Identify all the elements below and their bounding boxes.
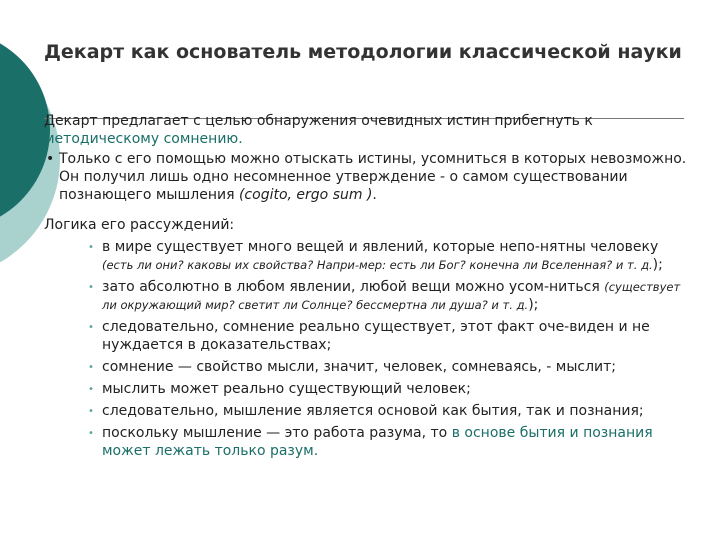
logic-list-item bbox=[44, 380, 692, 398]
logic-item-text: сомнение — свойство мысли, значит, человек, сомневаясь, - мыслит; bbox=[102, 359, 616, 375]
logic-item-highlight: в основе бытия и познания может лежать только разум. bbox=[102, 425, 653, 459]
logic-item-tail: ); bbox=[528, 297, 539, 313]
intro-highlight: методическому сомнению. bbox=[44, 131, 243, 147]
bullet-cogito-text: Только с его помощью можно отыскать истины, усомниться в которых невозможно. Он получил лишь одно несомненное утверждение - о самом существовании познающего мышления bbox=[59, 151, 687, 203]
bullet-marker: • bbox=[46, 151, 55, 167]
logic-heading: Логика его рассуждений: bbox=[44, 217, 235, 233]
logic-item-note: (есть ли они? каковы их свойства? Напри-мер: есть ли Бог? конечна ли Вселенная? и т. д. bbox=[102, 258, 653, 272]
logic-item-text: мыслить может реально существующий человек; bbox=[102, 381, 471, 397]
logic-list bbox=[44, 238, 692, 460]
spacer bbox=[44, 204, 692, 216]
logic-item-text: поскольку мышление — это работа разума, то bbox=[102, 425, 452, 441]
logic-item-text: следовательно, мышление является основой как бытия, так и познания; bbox=[102, 403, 644, 419]
logic-list-item bbox=[44, 278, 692, 314]
logic-list-item bbox=[44, 358, 692, 376]
intro-paragraph bbox=[44, 112, 692, 148]
bullet-cogito bbox=[44, 150, 692, 204]
bullet-marker: • bbox=[88, 362, 94, 373]
bullet-marker: • bbox=[88, 322, 94, 333]
logic-item-note: (существует ли окружающий мир? светит ли Солнце? бессмертна ли душа? и т. д. bbox=[102, 280, 681, 312]
logic-item-text: следовательно, сомнение реально существует, этот факт оче-виден и не нуждается в доказательствах; bbox=[102, 319, 650, 353]
bullet-marker: • bbox=[88, 384, 94, 395]
intro-text: Декарт предлагает с целью обнаружения очевидных истин прибегнуть к bbox=[44, 113, 593, 129]
bullet-cogito-latin: (cogito, ergo sum ) bbox=[238, 187, 373, 203]
logic-list-item bbox=[44, 402, 692, 420]
logic-item-text: в мире существует много вещей и явлений, которые непо-нятны человеку bbox=[102, 239, 659, 255]
logic-list-item bbox=[44, 424, 692, 460]
slide-title: Декарт как основатель методологии классической науки bbox=[44, 41, 682, 63]
logic-list-item bbox=[44, 318, 692, 354]
bullet-marker: • bbox=[88, 428, 94, 439]
logic-item-tail: ); bbox=[652, 257, 663, 273]
logic-item-text: зато абсолютно в любом явлении, любой вещи можно усом-ниться bbox=[102, 279, 605, 295]
bullet-marker: • bbox=[88, 406, 94, 417]
slide-content bbox=[44, 112, 692, 460]
bullet-marker: • bbox=[88, 282, 94, 293]
bullet-cogito-end: . bbox=[372, 187, 377, 203]
bullet-marker: • bbox=[88, 242, 94, 253]
logic-list-item bbox=[44, 238, 692, 274]
